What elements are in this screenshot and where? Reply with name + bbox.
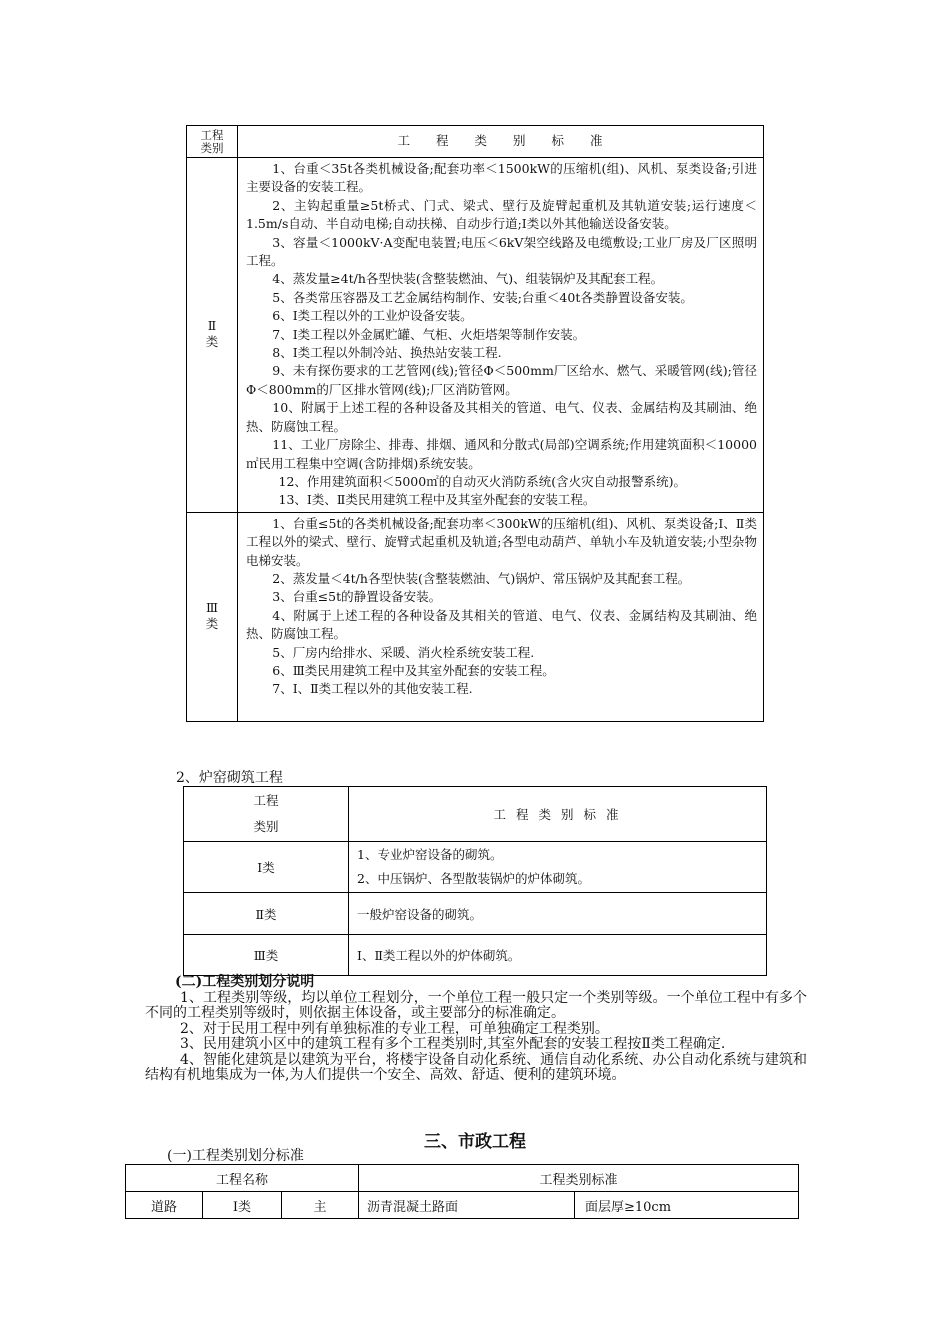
header-standard: 工程类别标准 xyxy=(359,1165,799,1192)
list-item: 10、附属于上述工程的各种设备及其相关的管道、电气、仪表、金属结构及其刷油、绝热、防腐蚀工程。 xyxy=(246,400,757,434)
table-row xyxy=(184,842,767,893)
list-item: 3、台重≤5t的静置设备安装。 xyxy=(272,589,442,605)
list-item: 4、附属于上述工程的各种设备及其相关的管道、电气、仪表、金属结构及其刷油、绝热、防腐蚀工程。 xyxy=(246,607,757,642)
list-item: 5、厂房内给排水、采暖、消火栓系统安装工程. xyxy=(272,644,535,660)
cell-name: 道路 xyxy=(126,1192,203,1219)
municipal-class-table xyxy=(125,1164,799,1219)
standard-cell: Ⅰ、Ⅱ类工程以外的炉体砌筑。 xyxy=(349,935,767,976)
class3-standards xyxy=(238,512,764,721)
list-item: 7、Ⅰ、Ⅱ类工程以外的其他安装工程. xyxy=(272,681,473,697)
standard-cell xyxy=(349,842,767,893)
category-cell: Ⅲ类 xyxy=(184,935,349,976)
list-item: 11、工业厂房除尘、排毒、排烟、通风和分散式(局部)空调系统;作用建筑面积＜10000㎡民用工程集中空调(含防排烟)系统安装。 xyxy=(246,437,757,471)
table-header-row xyxy=(187,126,764,158)
section-heading-kiln: 2、炉窑砌筑工程 xyxy=(176,770,283,786)
note-item: 3、民用建筑小区中的建筑工程有多个工程类别时,其室外配套的安装工程按Ⅱ类工程确定. xyxy=(180,1036,726,1052)
list-item: 1、台重≤5t的各类机械设备;配套功率＜300kW的压缩机(组)、风机、泵类设备;Ⅰ、Ⅱ类工程以外的梁式、壁行、旋臂式起重机及轨道;各型电动葫芦、单轨小车及轨道安装;小型杂物电梯安装。 xyxy=(246,515,757,568)
kiln-class-table xyxy=(183,786,767,976)
standard-cell: 一般炉窑设备的砌筑。 xyxy=(349,893,767,935)
note-item: 2、对于民用工程中列有单独标准的专业工程，可单独确定工程类别。 xyxy=(180,1020,609,1037)
table-row xyxy=(126,1192,799,1219)
table-row-class3 xyxy=(187,512,764,721)
table-row xyxy=(184,893,767,935)
note-item: 1、工程类别等级，均以单位工程划分，一个单位工程一般只定一个类别等级。一个单位工程中有多个不同的工程类别等级时，则依据主体设备，或主要部分的标准确定。 xyxy=(145,989,807,1021)
list-item: 6、Ⅰ类工程以外的工业炉设备安装。 xyxy=(272,308,473,324)
header-category-line: 类别 xyxy=(253,819,279,834)
cell-sub: 主 xyxy=(282,1192,359,1219)
class3-label xyxy=(187,512,238,721)
category-cell: Ⅰ类 xyxy=(184,842,349,893)
table-header-row xyxy=(126,1165,799,1192)
category-cell: Ⅱ类 xyxy=(184,893,349,935)
list-item: 13、Ⅰ类、Ⅱ类民用建筑工程中及其室外配套的安装工程。 xyxy=(278,492,596,508)
header-category xyxy=(187,126,238,158)
list-item: 8、Ⅰ类工程以外制冷站、换热站安装工程. xyxy=(272,345,502,361)
list-item: 4、蒸发量≥4t/h各型快装(含整装燃油、气)、组装锅炉及其配套工程。 xyxy=(272,271,664,287)
class2-standards xyxy=(238,158,764,513)
note-item: 4、智能化建筑是以建筑为平台，将楼宇设备自动化系统、通信自动化系统、办公自动化系统与建筑和结构有机地集成为一体,为人们提供一个安全、高效、舒适、便利的建筑环境。 xyxy=(145,1051,807,1083)
class-label-line: 类 xyxy=(205,334,219,350)
list-item: 6、Ⅲ类民用建筑工程中及其室外配套的安装工程。 xyxy=(272,662,555,678)
class-label-line: Ⅱ xyxy=(207,318,217,334)
header-category xyxy=(184,787,349,842)
list-item: 2、主钩起重量≥5t桥式、门式、梁式、壁行及旋臂起重机及其轨道安装;运行速度＜1.5m/s自动、半自动电梯;自动扶梯、自动步行道;Ⅰ类以外其他输送设备安装。 xyxy=(246,197,757,232)
list-item: 9、未有探伤要求的工艺管网(线);管径Φ＜500mm厂区给水、燃气、采暖管网(线);管径Φ＜800mm的厂区排水管网(线);厂区消防管网。 xyxy=(246,363,757,397)
list-item: 3、容量＜1000kV·A变配电装置;电压＜6kV架空线路及电缆敷设;工业厂房及厂区照明工程。 xyxy=(246,234,757,269)
class-label-line: Ⅲ xyxy=(205,600,219,616)
cell-class: Ⅰ类 xyxy=(203,1192,282,1219)
list-item: 2、中压锅炉、各型散装锅炉的炉体砌筑。 xyxy=(357,871,590,886)
table-row-class2 xyxy=(187,158,764,513)
header-category-line: 类别 xyxy=(200,140,224,155)
installation-class-table xyxy=(186,125,764,722)
list-item: 1、专业炉窑设备的砌筑。 xyxy=(357,847,503,862)
header-standard: 工程类别标准 xyxy=(349,787,767,842)
header-name: 工程名称 xyxy=(126,1165,359,1192)
list-item: 7、Ⅰ类工程以外金属贮罐、气柜、火炬塔架等制作安装。 xyxy=(272,326,586,342)
cell-standard: 沥青混凝土路面 xyxy=(359,1192,575,1219)
section-subtitle: (一)工程类别划分标准 xyxy=(167,1148,304,1164)
list-item: 12、作用建筑面积＜5000㎡的自动灭火消防系统(含火灾自动报警系统)。 xyxy=(278,473,686,489)
section-title-municipal: 三、市政工程 xyxy=(424,1132,526,1152)
list-item: 2、蒸发量＜4t/h各型快装(含整装燃油、气)锅炉、常压锅炉及其配套工程。 xyxy=(272,570,691,586)
cell-condition: 面层厚≥10cm xyxy=(575,1192,799,1219)
class2-label xyxy=(187,158,238,513)
header-category-line: 工程 xyxy=(253,793,279,808)
list-item: 5、各类常压容器及工艺金属结构制作、安装;台重＜40t各类静置设备安装。 xyxy=(272,289,693,305)
classification-notes xyxy=(145,975,807,1084)
notes-heading: (二)工程类别划分说明 xyxy=(175,974,315,990)
class-label-line: 类 xyxy=(205,616,219,632)
table-row xyxy=(184,935,767,976)
list-item: 1、台重＜35t各类机械设备;配套功率＜1500kW的压缩机(组)、风机、泵类设备;引进主要设备的安装工程。 xyxy=(246,161,757,195)
table-header-row xyxy=(184,787,767,842)
header-category-line: 工程 xyxy=(200,127,224,142)
header-standard: 工程类别标准 xyxy=(238,126,764,158)
